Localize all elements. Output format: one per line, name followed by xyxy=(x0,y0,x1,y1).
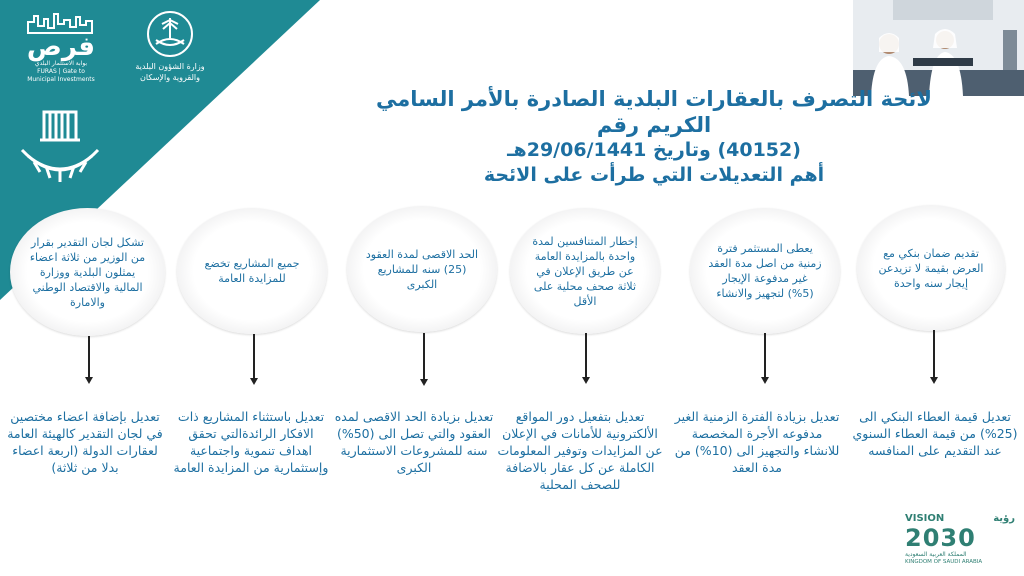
amendment-text-2: تعديل بزيادة الفترة الزمنية الغير مدفوعه الأجرة المخصصة للانشاء والتجهيز الى (10%) من مدة العقد xyxy=(674,409,840,475)
skyline-icon xyxy=(26,12,96,34)
vision-kingdom-ar: المملكة العربية السعودية xyxy=(905,551,967,558)
title-line-3: أهم التعديلات التي طرأت على الائحة xyxy=(483,164,825,186)
arrow-line-3 xyxy=(585,333,587,378)
ministry-name-line1: وزارة الشؤون البلدية xyxy=(135,62,205,71)
furas-logo xyxy=(22,12,100,82)
ministry-name-line2: والقروية والإسكان xyxy=(140,73,200,82)
vision-arabic: رؤية xyxy=(993,513,1015,524)
regulation-circle-6: تشكل لجان التقدير بقرار من الوزير من ثلاثة اعضاء يمثلون البلدية ووزارة المالية والاقتصاد الوطني والامارة xyxy=(10,208,165,336)
vision-kingdom-en: KINGDOM OF SAUDI ARABIA xyxy=(905,559,983,565)
arrow-down-icon xyxy=(761,377,769,384)
amendment-text-3: تعديل بتفعيل دور المواقع الألكترونية للأمانات في الإعلان عن المزايدات وتوفير المعلومات الكاملة عن كل عقار بالاضافة للصحف المحلية xyxy=(497,409,663,492)
arrow-line-4 xyxy=(423,333,425,380)
vision-2030-logo xyxy=(905,513,1015,573)
regulation-circle-5: جميع المشاريع تخضع للمزايدة العامة xyxy=(177,208,327,334)
arrow-line-6 xyxy=(88,336,90,378)
arrow-line-5 xyxy=(253,334,255,379)
furas-tagline-en: FURAS | Gate to Municipal Investments xyxy=(27,68,95,83)
region-emblem-icon xyxy=(14,100,106,192)
arrow-down-icon xyxy=(582,377,590,384)
slide-title-block xyxy=(344,86,964,188)
furas-wordmark: فرص xyxy=(26,32,96,62)
title-line-1: لائحة التصرف بالعقارات البلدية الصادرة بالأمر السامي الكريم رقم xyxy=(376,87,932,137)
regulation-circle-3: إخطار المتنافسين لمدة واحدة بالمزايدة العامة عن طريق الإعلان في ثلاثة صحف محلية على الأقل xyxy=(510,208,660,334)
furas-tagline: بوابة الاستثمار البلدي xyxy=(34,60,88,67)
vision-year: 2030 xyxy=(905,524,976,552)
amendment-text-5: تعديل باستثناء المشاريع ذات الافكار الرائدةالتي تحقق اهداف تنموية واجتماعية وإستثمارية من المزايدة العامة xyxy=(173,409,329,475)
ministry-logo xyxy=(130,10,210,88)
arrow-down-icon xyxy=(420,379,428,386)
amendment-text-1: تعديل قيمة العطاء البنكي الى (25%) من قيمة العطاء السنوي عند التقديم على المنافسه xyxy=(852,409,1018,458)
arrow-down-icon xyxy=(930,377,938,384)
regulation-circle-4: الحد الاقصى لمدة العقود (25) سنه للمشاريع الكبرى xyxy=(347,206,497,332)
amendment-text-4: تعديل بزيادة الحد الاقصى لمده العقود والتي تصل الى (50%) سنه للمشروعات الاستثمارية الكبرى xyxy=(334,409,494,475)
title-line-2: (40152) وتاريخ 29/06/1441هـ xyxy=(507,139,801,161)
arrow-line-2 xyxy=(764,333,766,378)
arrow-down-icon xyxy=(85,377,93,384)
vision-label: VISION xyxy=(905,513,945,524)
regulation-circle-2: يعطى المستثمر فترة زمنية من اصل مدة العقد غير مدفوعة الإيجار (5%) لتجهيز والانشاء xyxy=(690,208,840,334)
palm-swords-emblem-icon xyxy=(142,10,198,58)
video-call-feed xyxy=(853,0,1024,96)
regulation-circle-1: تقديم ضمان بنكي مع العرض بقيمة لا تزيدعن إيجار سنه واحدة xyxy=(857,205,1005,331)
arrow-line-1 xyxy=(933,330,935,378)
arrow-down-icon xyxy=(250,378,258,385)
amendment-text-6: تعديل بإضافة اعضاء مختصين في لجان التقدير كالهيئة العامة لعقارات الدولة (اربعة اعضاء بدلا من ثلاثة) xyxy=(7,409,163,475)
participants-video-icon xyxy=(853,0,1024,96)
